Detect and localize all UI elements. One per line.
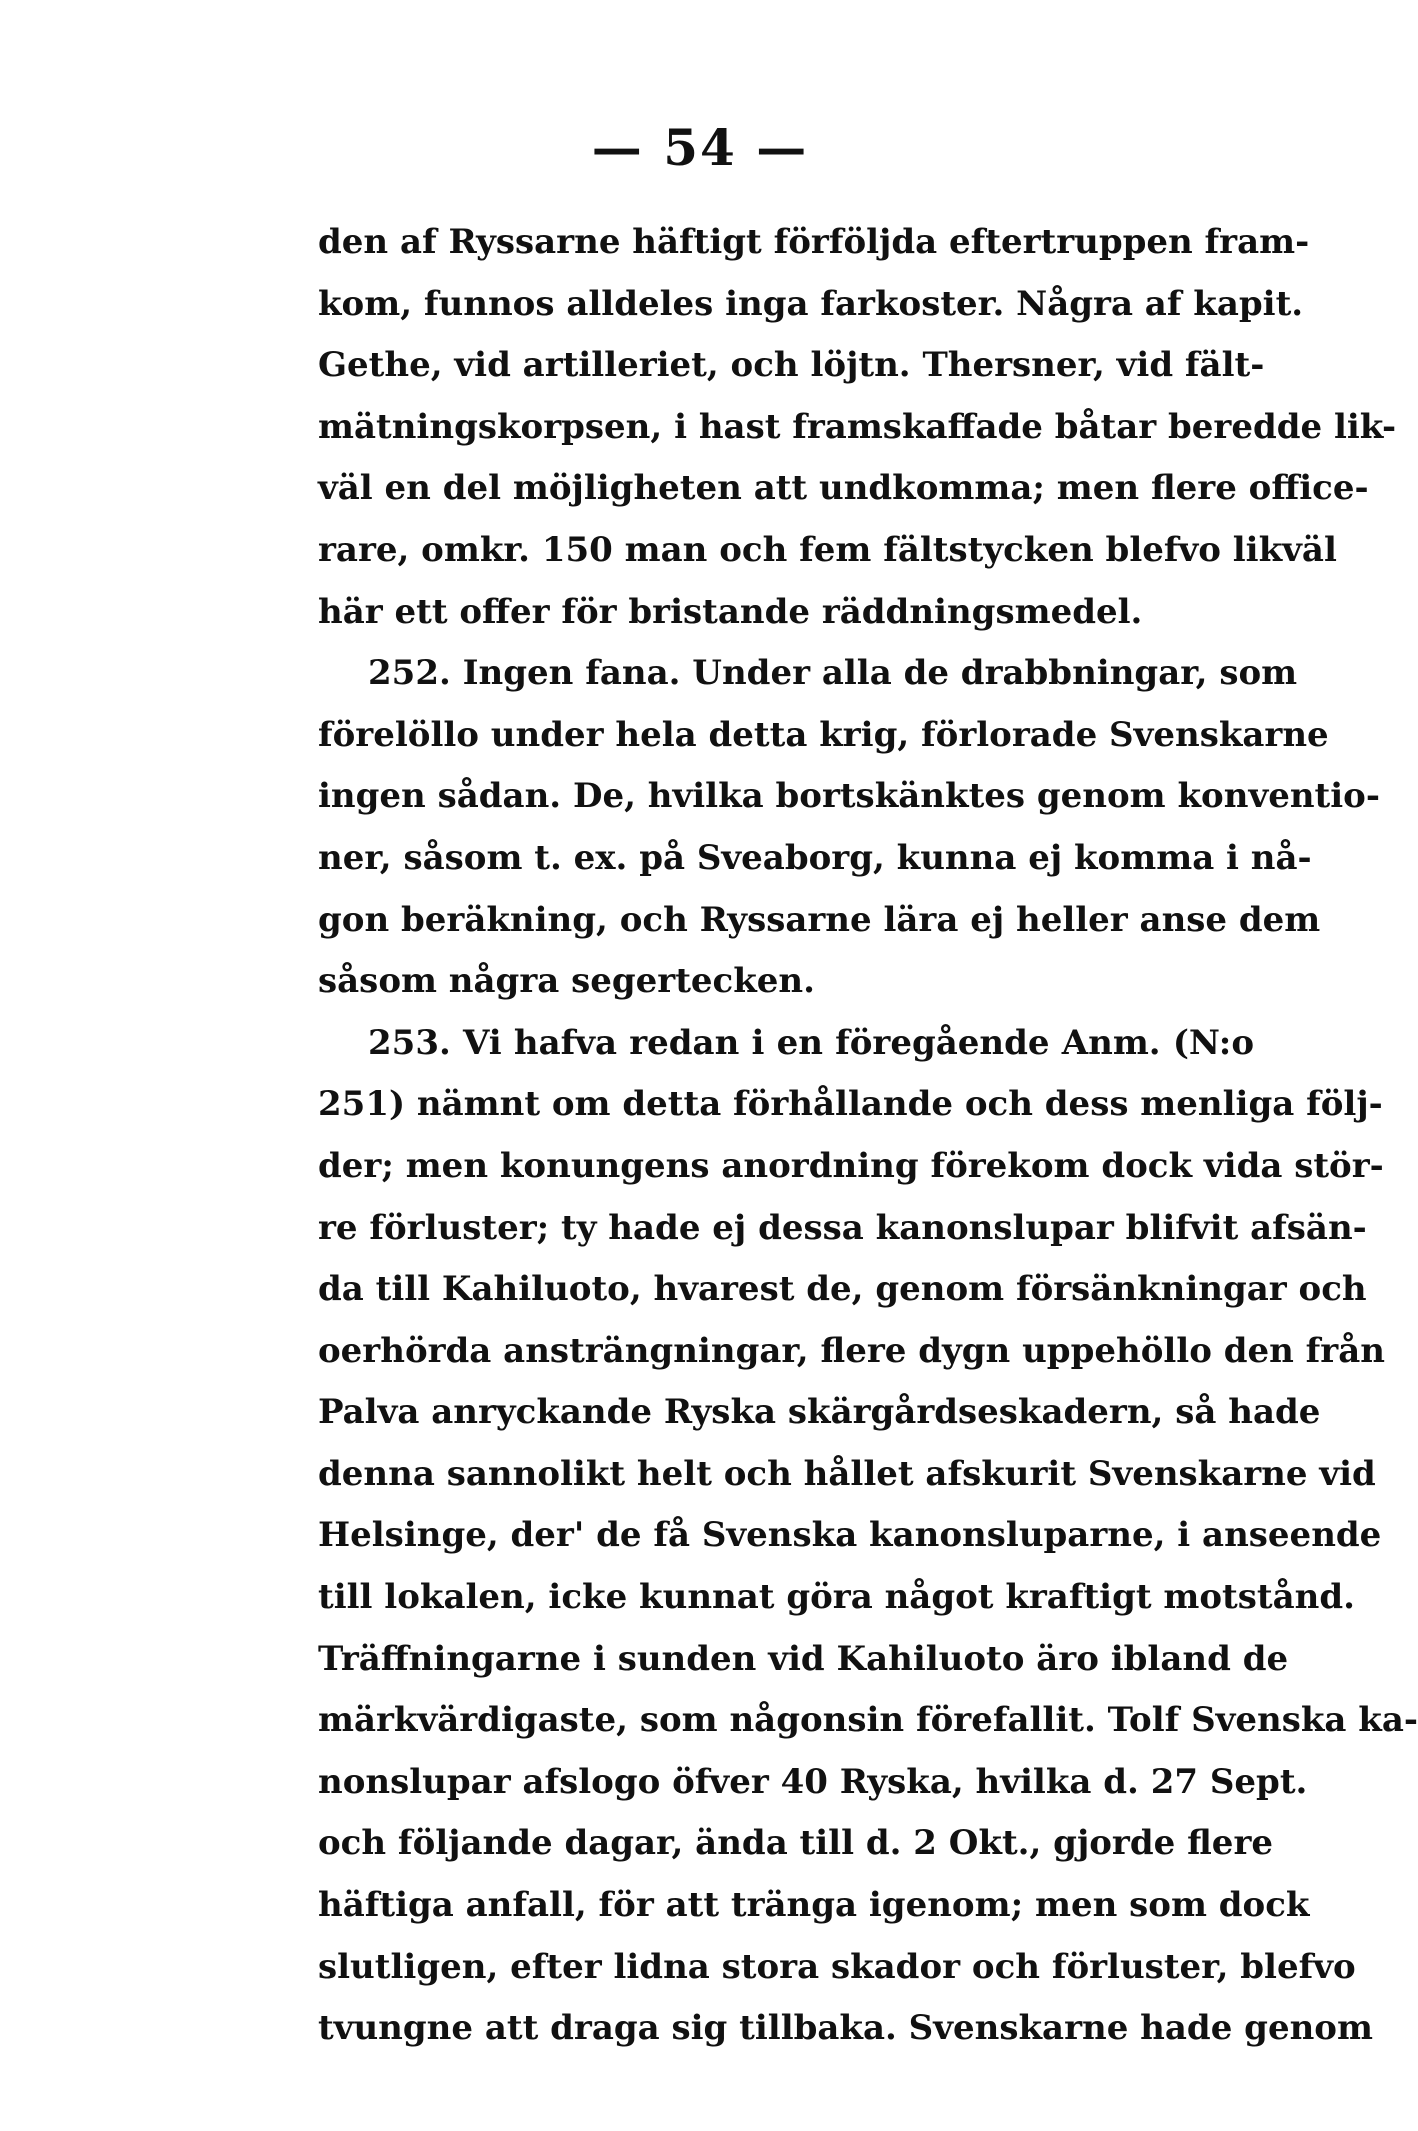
note-252-start: 252. Ingen fana. Under alla de drabbningar, som <box>368 653 1298 694</box>
text-line: Träffningarne i sunden vid Kahiluoto äro ibland de <box>318 1638 1289 1679</box>
text-line: slutligen, efter lidna stora skador och förluster, blefvo <box>318 1946 1356 1987</box>
text-line: denna sannolikt helt och hållet afskurit Svenskarne vid <box>318 1453 1376 1494</box>
text-line: den af Ryssarne häftigt förföljda eftertruppen fram- <box>318 222 1310 262</box>
text-line: ner, såsom t. ex. på Sveaborg, kunna ej komma i nå- <box>318 837 1312 878</box>
text-line: mätningskorpsen, i hast framskaffade båtar beredde lik- <box>318 406 1397 447</box>
text-line: häftiga anfall, för att tränga igenom; men som dock <box>318 1885 1310 1926</box>
text-line: 251) nämnt om detta förhållande och dess menliga följ- <box>318 1084 1383 1125</box>
text-line: väl en del möjligheten att undkomma; men flere office- <box>318 468 1369 509</box>
text-line: här ett offer för bristande räddningsmedel. <box>318 591 1143 632</box>
text-line: rare, omkr. 150 man och fem fältstycken blefvo likväl <box>318 529 1337 570</box>
text-line: da till Kahiluoto, hvarest de, genom försänkningar och <box>318 1269 1367 1310</box>
text-line: tvungne att draga sig tillbaka. Svenskarne hade genom <box>318 2008 1373 2049</box>
text-line: Palva anryckande Ryska skärgårdseskadern, så hade <box>318 1392 1321 1433</box>
text-line: nonslupar afslogo öfver 40 Ryska, hvilka d. 27 Sept. <box>318 1761 1308 1802</box>
text-line: gon beräkning, och Ryssarne lära ej heller anse dem <box>318 899 1321 940</box>
text-line: kom, funnos alldeles inga farkoster. Några af kapit. <box>318 283 1304 324</box>
text-line: och följande dagar, ända till d. 2 Okt., gjorde flere <box>318 1823 1273 1864</box>
text-line: der; men konungens anordning förekom dock vida stör- <box>318 1145 1384 1186</box>
text-line: oerhörda ansträngningar, flere dygn uppehöllo den från <box>318 1330 1385 1371</box>
text-line: till lokalen, icke kunnat göra något kraftigt motstånd. <box>318 1577 1355 1618</box>
text-line: märkvärdigaste, som någonsin förefallit. Tolf Svenska ka- <box>318 1700 1418 1741</box>
text-line: förelöllo under hela detta krig, förlorade Svenskarne <box>318 714 1329 755</box>
text-line: re förluster; ty hade ej dessa kanonslupar blifvit afsän- <box>318 1207 1367 1248</box>
text-line: Gethe, vid artilleriet, och löjtn. Thersner, vid fält- <box>318 345 1265 386</box>
text-line: såsom några segertecken. <box>318 961 815 1002</box>
page-number: — 54 — <box>591 118 809 177</box>
note-253-start: 253. Vi hafva redan i en föregående Anm. (N:o <box>368 1022 1254 1063</box>
body-text <box>318 212 1418 2060</box>
text-line: Helsinge, der' de få Svenska kanonsluparne, i anseende <box>318 1515 1382 1556</box>
text-line: ingen sådan. De, hvilka bortskänktes genom konventio- <box>318 776 1380 817</box>
